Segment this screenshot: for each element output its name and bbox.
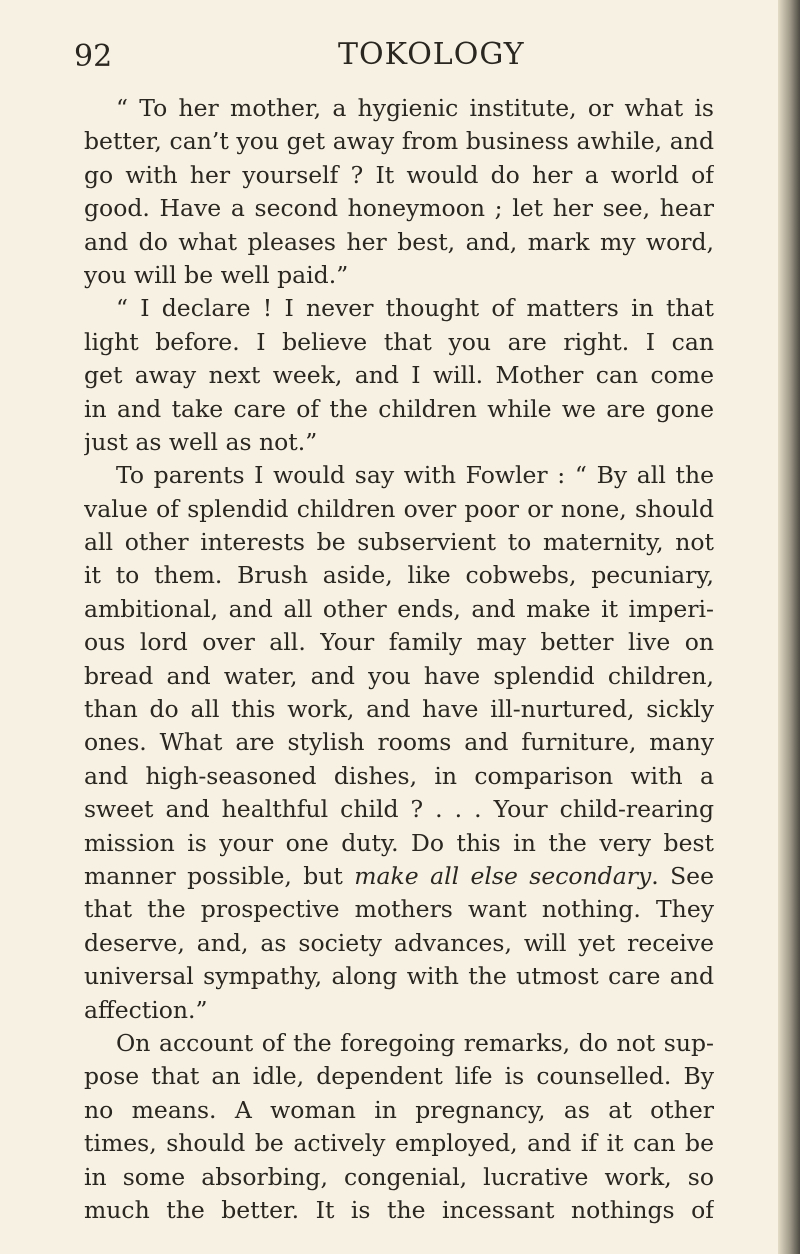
text-line: better, can’t you get away from business awhile, and [84,127,714,156]
text-line: sweet and healthful child ? . . . Your child-rearing [84,795,714,824]
text-line-with-emphasis [84,860,714,893]
text-line: all other interests be subservient to maternity, not [84,528,714,557]
page-number: 92 [74,39,113,74]
running-title: TOKOLOGY [338,37,525,72]
text-line: ones. What are stylish rooms and furniture, many [84,728,714,757]
text-line: than do all this work, and have ill-nurtured, sickly [84,695,714,724]
text-line: and high-seasoned dishes, in comparison with a [84,761,714,790]
text-line: much the better. It is the incessant nothings of [84,1195,714,1224]
text-line: in some absorbing, congenial, lucrative work, so [84,1162,714,1191]
text-line: no means. A woman in pregnancy, as at other [84,1095,714,1124]
text-line: that the prospective mothers want nothing. They [84,895,714,924]
text-segment: manner possible, but [84,861,343,890]
text-line: affection.” [84,995,208,1024]
text-segment: . See [651,861,714,890]
text-line: light before. I believe that you are right. I can [84,327,714,356]
text-line: “ To her mother, a hygienic institute, or what is [116,94,714,122]
text-line: in and take care of the children while we are gone [84,394,714,423]
text-line: good. Have a second honeymoon ; let her see, hear [84,194,714,223]
text-line: On account of the foregoing remarks, do not sup- [116,1028,714,1057]
text-line: To parents I would say with Fowler : “ By all the [116,461,714,490]
text-line: it to them. Brush aside, like cobwebs, pecuniary, [84,561,714,590]
text-line: ambitional, and all other ends, and make it imperi- [84,594,714,623]
text-line: mission is your one duty. Do this in the very best [84,828,714,857]
text-line: you will be well paid.” [84,260,349,289]
body-text [84,92,714,1227]
text-line: bread and water, and you have splendid children, [84,661,714,690]
text-line: and do what pleases her best, and, mark my word, [84,227,714,256]
text-line: ous lord over all. Your family may better live on [84,628,714,657]
text-line: “ I declare ! I never thought of matters in that [116,294,714,323]
page-edge-shadow [778,0,800,1254]
text-line: pose that an idle, dependent life is counselled. By [84,1062,714,1091]
text-line: just as well as not.” [84,427,318,456]
text-line: deserve, and, as society advances, will yet receive [84,928,714,957]
text-line: times, should be actively employed, and if it can be [84,1129,714,1158]
text-line: universal sympathy, along with the utmost care and [84,962,714,991]
text-line: go with her yourself ? It would do her a world of [84,160,714,189]
emphasized-text: make all else secondary [354,861,652,890]
text-line: value of splendid children over poor or none, should [84,494,714,523]
text-line: get away next week, and I will. Mother can come [84,361,714,390]
